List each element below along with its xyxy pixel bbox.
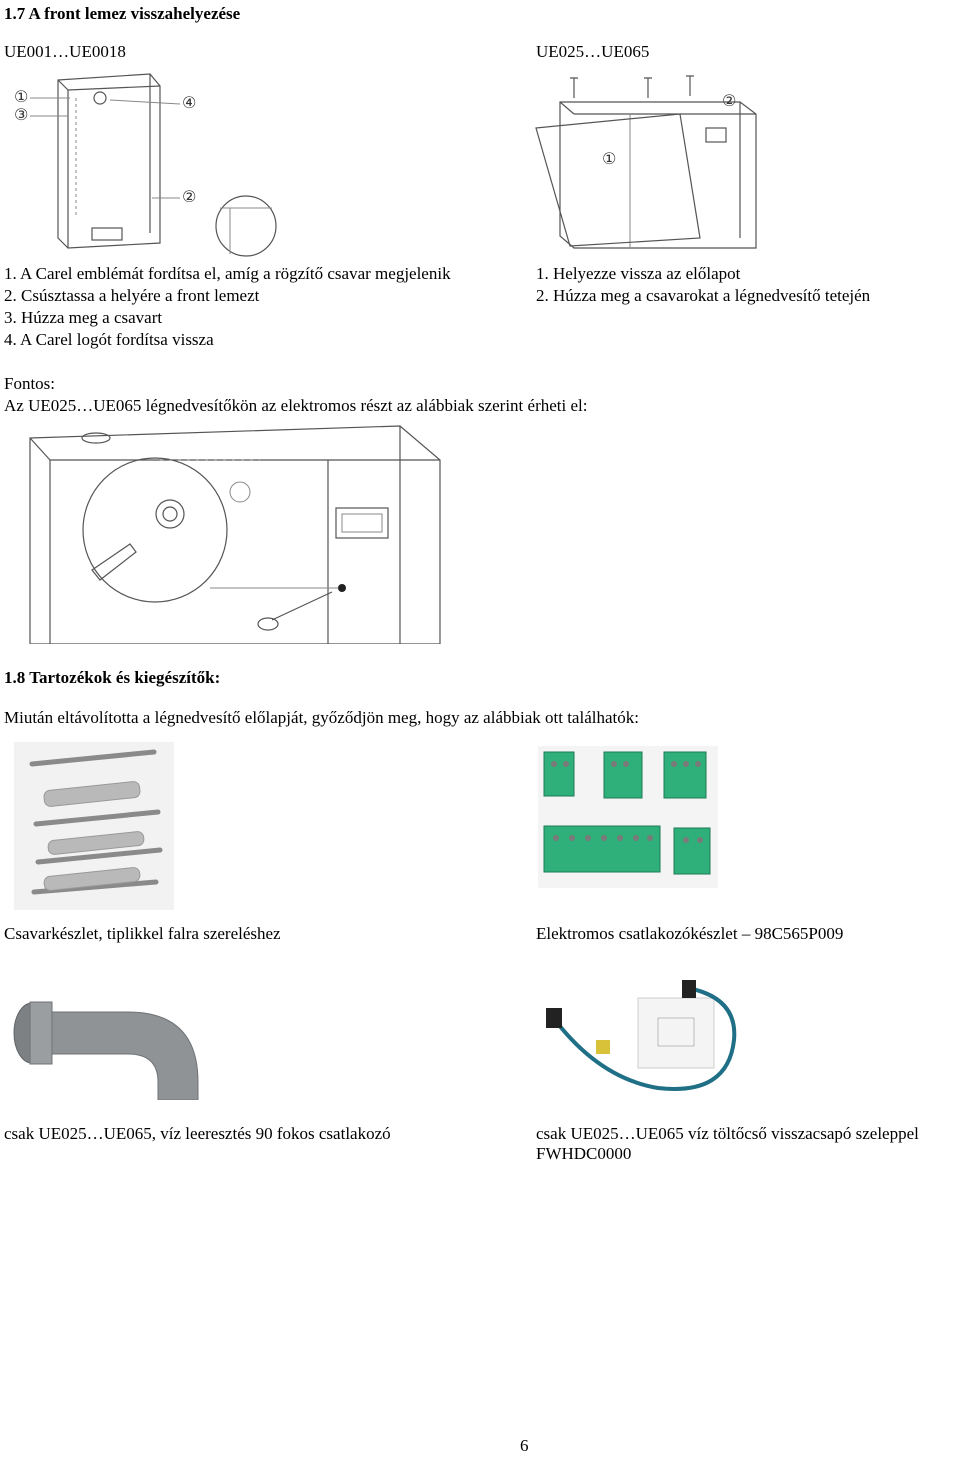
accessories-intro: Miután eltávolította a légnedvesítő előlapját, győződjön meg, hogy az alábbiak ott találhatók: [4, 708, 639, 727]
caption-drain-elbow: csak UE025…UE065, víz leeresztés 90 fokos csatlakozó [4, 1124, 391, 1143]
callout-1-right: ① [602, 149, 617, 168]
right-model-label: UE025…UE065 [536, 42, 650, 61]
section-title-1-8: 1.8 Tartozékok és kiegészítők: [4, 668, 221, 687]
electrical-access-figure [20, 420, 465, 644]
left-step-3: 3. Húzza meg a csavart [4, 308, 163, 327]
left-step-2: 2. Csúsztassa a helyére a front lemezt [4, 286, 260, 305]
caption-screw-kit: Csavarkészlet, tiplikkel falra szereléshez [4, 924, 281, 943]
front-panel-large-unit-figure [530, 68, 790, 258]
callout-3-left: ③ [14, 105, 29, 124]
caption-fill-hose-code: FWHDC0000 [536, 1144, 632, 1163]
left-step-1: 1. A Carel emblémát fordítsa el, amíg a rögzítő csavar megjelenik [4, 264, 451, 283]
callout-1-left: ① [14, 87, 29, 106]
important-text: Az UE025…UE065 légnedvesítőkön az elektromos részt az alábbiak szerint érheti el: [4, 396, 588, 415]
left-step-4: 4. A Carel logót fordítsa vissza [4, 330, 214, 349]
callout-2-left: ② [182, 187, 197, 206]
section-title-1-7: 1.7 A front lemez visszahelyezése [4, 4, 241, 23]
page-number: 6 [520, 1436, 529, 1455]
connector-kit-image [538, 746, 718, 888]
front-panel-small-unit-figure [10, 68, 280, 258]
caption-connector-kit: Elektromos csatlakozókészlet – 98C565P009 [536, 924, 844, 943]
drain-elbow-image [8, 962, 206, 1100]
caption-fill-hose: csak UE025…UE065 víz töltőcső visszacsapó szeleppel [536, 1124, 919, 1143]
callout-2-right: ② [722, 91, 737, 110]
right-step-2: 2. Húzza meg a csavarokat a légnedvesítő tetején [536, 286, 871, 305]
right-step-1: 1. Helyezze vissza az előlapot [536, 264, 741, 283]
screw-kit-image [14, 742, 174, 910]
callout-4-left: ④ [182, 93, 197, 112]
important-label: Fontos: [4, 374, 56, 393]
fill-hose-image [538, 968, 748, 1110]
left-model-label: UE001…UE0018 [4, 42, 126, 61]
